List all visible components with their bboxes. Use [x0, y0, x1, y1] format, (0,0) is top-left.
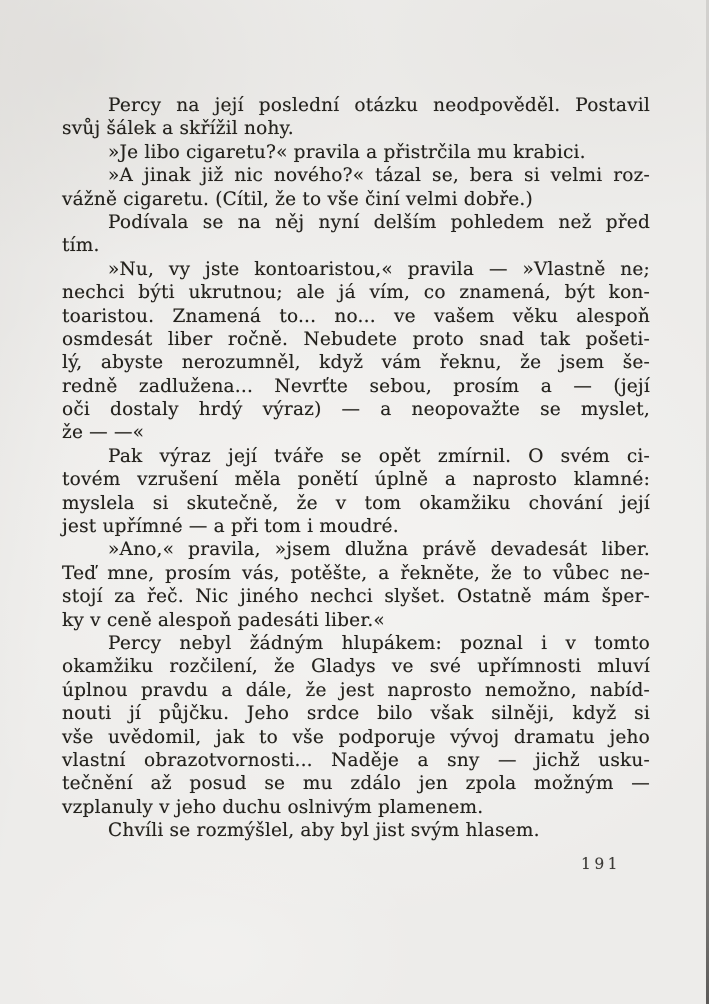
text-line: okamžiku rozčilení, že Gladys ve své upřímnosti mluví [62, 656, 650, 678]
text-line: vše uvědomil, jak to vše podporuje vývoj dramatu jeho [62, 726, 650, 748]
text-line: že — —« [62, 422, 145, 444]
text-line: tečnění až posud se mu zdálo jen zpola možným — [62, 773, 650, 795]
page-text [62, 94, 650, 843]
text-line: Percy nebyl žádným hlupákem: poznal i v tomto [108, 632, 650, 654]
text-line: »Ano,« pravila, »jsem dlužna právě devadesát liber. [108, 539, 650, 561]
text-line: vážně cigaretu. (Cítil, že to vše činí velmi dobře.) [62, 188, 533, 210]
text-line: svůj šálek a skřížil nohy. [62, 118, 294, 140]
text-line: tím. [62, 235, 100, 257]
page-number: 191 [580, 855, 622, 873]
text-line: vzplanuly v jeho duchu oslnivým plamenem. [62, 796, 484, 818]
text-line: »Nu, vy jste kontoaristou,« pravila — »Vlastně ne; [108, 258, 650, 280]
text-line: nechci býti ukrutnou; ale já vím, co znamená, být kon- [62, 282, 650, 304]
text-line: toaristou. Znamená to... no... ve vašem věku alespoň [62, 305, 650, 327]
text-line: Percy na její poslední otázku neodpověděl. Postavil [108, 95, 650, 116]
text-line: ky v ceně alespoň padesáti liber.« [62, 609, 385, 631]
text-line: vlastní obrazotvornosti... Naděje a sny — jichž usku- [62, 749, 650, 771]
text-line: lý, abyste nerozumněl, když vám řeknu, že jsem še- [62, 352, 650, 374]
text-line: Chvíli se rozmýšlel, aby byl jist svým hlasem. [108, 820, 540, 842]
text-line: oči dostaly hrdý výraz) — a neopovažte se myslet, [62, 399, 650, 421]
text-line: Podívala se na něj nyní delším pohledem než před [108, 211, 650, 233]
text-line: jest upřímné — a při tom i moudré. [62, 516, 399, 538]
text-line: redně zadlužena... Nevrťte sebou, prosím a — (její [62, 375, 650, 397]
text-line: nouti jí půjčku. Jeho srdce bilo však silněji, když si [62, 703, 650, 725]
text-line: Pak výraz její tváře se opět zmírnil. O svém ci- [108, 445, 650, 467]
text-line: Teď mne, prosím vás, potěšte, a řekněte, že to vůbec ne- [62, 562, 650, 584]
text-line: »Je libo cigaretu?« pravila a přistrčila mu krabici. [108, 141, 586, 163]
text-line: osmdesát liber ročně. Nebudete proto snad tak pošeti- [62, 328, 650, 350]
text-line: »A jinak již nic nového?« tázal se, bera si velmi roz- [108, 165, 650, 187]
text-line: stojí za řeč. Nic jiného nechci slyšet. Ostatně mám šper- [62, 586, 650, 608]
text-line: myslela si skutečně, že v tom okamžiku chování její [62, 492, 650, 514]
text-line: tovém vzrušení měla ponětí úplně a naprosto klamné: [62, 469, 650, 491]
text-line: úplnou pravdu a dále, že jest naprosto nemožno, nabíd- [62, 679, 650, 701]
